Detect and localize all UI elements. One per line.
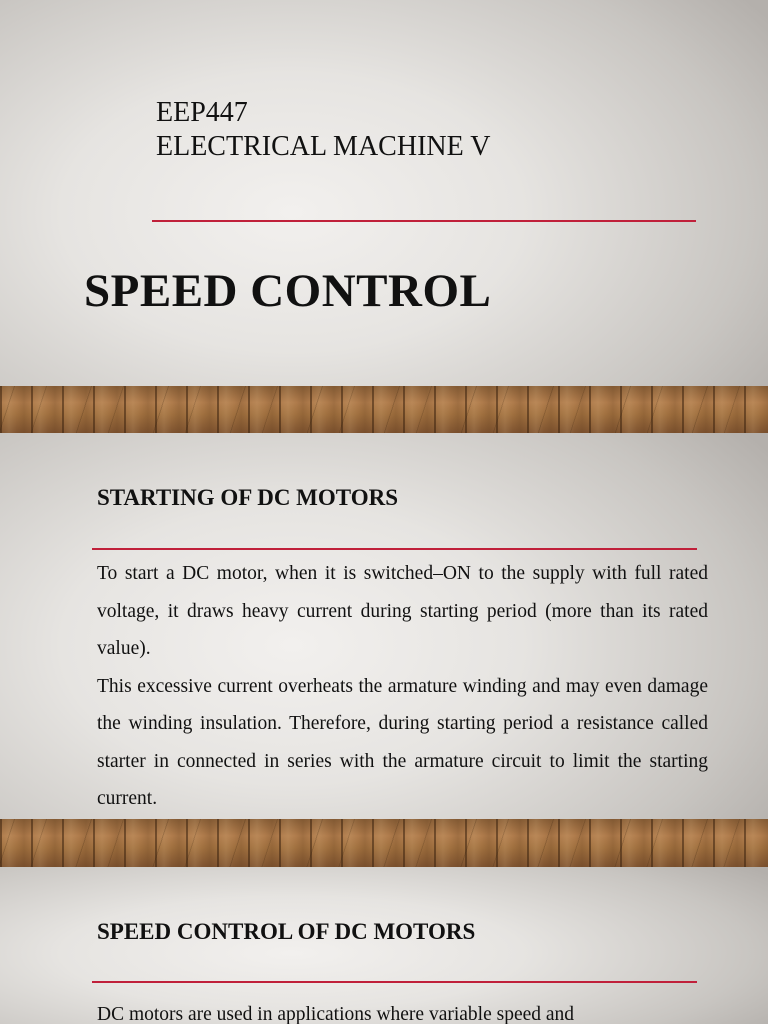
body-paragraph-1: To start a DC motor, when it is switched–ON to the supply with full rated voltage, it draws heavy current during starting period (more than its rated value). — [97, 563, 708, 659]
slide-heading: SPEED CONTROL OF DC MOTORS — [97, 919, 476, 944]
slide-2 — [0, 433, 768, 819]
course-code: EEP447 — [156, 97, 248, 128]
heading-divider — [92, 548, 697, 550]
heading-divider — [92, 981, 697, 983]
wood-floor-separator — [0, 819, 768, 867]
course-name: ELECTRICAL MACHINE V — [156, 131, 491, 162]
wood-floor-separator — [0, 386, 768, 433]
title-divider — [152, 220, 696, 222]
slide-heading: STARTING OF DC MOTORS — [97, 485, 398, 510]
slide-3 — [0, 867, 768, 1024]
slide-body — [97, 996, 708, 1024]
body-paragraph-1: DC motors are used in applications where variable speed and — [97, 1004, 575, 1024]
slide-1 — [0, 0, 768, 386]
slide-body — [97, 555, 708, 818]
body-paragraph-2: This excessive current overheats the armature winding and may even damage the winding insulation. Therefore, during starting period a resistance called starter in connected in series with the armature circuit to limit the starting current. — [97, 675, 708, 809]
slide-title: SPEED CONTROL — [84, 265, 492, 317]
